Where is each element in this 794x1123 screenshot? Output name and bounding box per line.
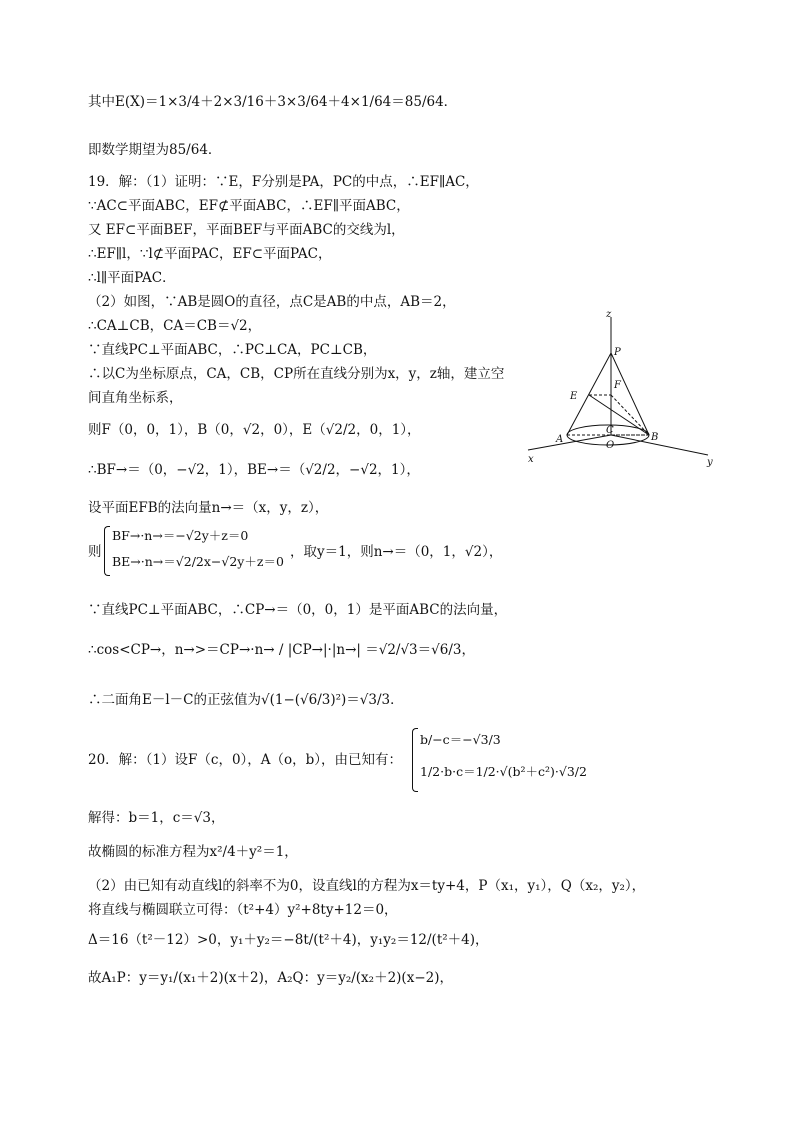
label-e: E [570,391,578,402]
text-line-6: ∴EF∥l，∵l⊄平面PAC，EF⊂平面PAC， [88,246,332,262]
label-a: A [556,434,564,445]
text-line-14: ∴BF→＝（0，−√2，1），BE→＝（√2/2，−√2，1）， [88,462,420,478]
text-line-1: 其中E(X)＝1×3/4＋2×3/16＋3×3/64＋4×1/64＝85/64． [88,94,458,110]
y-axis [611,435,708,455]
text-line-9: ∴CA⊥CB，CA＝CB＝√2， [88,318,262,334]
text-line-23: （2）由已知有动直线l的斜率不为0，设直线l的方程为x＝ty+4，P（x₁，y₁），Q（x₂，y₂）， [88,878,646,894]
text-line-7: ∴l∥平面PAC． [88,270,176,286]
cone-figure [520,305,730,470]
text-line-15: 设平面EFB的法向量n→＝（x，y，z）， [88,500,329,516]
label-z: z [606,309,612,320]
text-line-19: ∴二面角E－l－C的正弦值为√(1−(√6/3)²)＝√3/3． [88,692,404,708]
label-y: y [707,457,713,468]
label-b: B [651,432,659,443]
x-axis [528,435,611,450]
edge-fb [611,395,649,435]
equation-be-n: BE→·n→＝√2/2x−√2y＋z＝0 [112,554,284,569]
text-line-2: 即数学期望为85/64． [88,142,222,158]
equation-20-1: b/−c＝−√3/3 [420,732,501,747]
text-line-16-suffix: ，取y＝1，则n→＝（0，1，√2）， [290,544,503,560]
text-line-18: ∴cos<CP→，n→>＝CP→·n→ / |CP→|·|n→| ＝√2/√3＝√6/3， [88,642,475,658]
text-line-17: ∵直线PC⊥平面ABC，∴CP→＝（0，0，1）是平面ABC的法向量， [88,602,508,618]
text-line-3: 19．解：（1）证明：∵E，F分别是PA，PC的中点，∴EF∥AC， [88,174,479,190]
equation-bf-n: BF→·n→＝−√2y＋z＝0 [112,528,249,543]
text-line-25: Δ＝16（t²－12）>0，y₁＋y₂＝−8t/(t²＋4)，y₁y₂＝12/(t²＋4)， [88,932,489,948]
label-f: F [614,380,621,391]
text-line-11: ∴以C为坐标原点，CA，CB，CP所在直线分别为x，y，z轴，建立空 [88,366,505,382]
text-line-21: 解得：b＝1，c＝√3， [88,810,225,826]
left-brace-20 [412,728,418,792]
text-line-26: 故A₁P：y＝y₁/(x₁＋2)(x＋2)，A₂Q：y＝y₂/(x₂＋2)(x−2)， [88,970,453,986]
label-x: x [528,454,534,465]
text-line-4: ∵AC⊂平面ABC，EF⊄平面ABC，∴EF∥平面ABC， [88,198,410,214]
text-line-10: ∵直线PC⊥平面ABC，∴PC⊥CA，PC⊥CB， [88,342,377,358]
text-line-13: 则F（0，0，1），B（0，√2，0），E（√2/2，0，1）， [88,422,421,438]
label-c: C [606,425,614,436]
text-line-5: 又 EF⊂平面BEF，平面BEF与平面ABC的交线为l， [88,222,405,238]
text-line-20: 20．解：（1）设F（c，0），A（o，b），由已知有： [88,752,403,768]
text-line-16-prefix: 则 [88,544,102,560]
text-line-24: 将直线与椭圆联立可得：（t²+4）y²+8ty+12＝0， [88,902,398,918]
text-line-12: 间直角坐标系， [88,390,183,406]
text-line-22: 故椭圆的标准方程为x²/4＋y²＝1， [88,844,298,860]
label-p: P [614,347,621,358]
equation-20-2: 1/2·b·c＝1/2·√(b²＋c²)·√3/2 [420,764,587,779]
label-o: O [606,440,615,451]
text-line-8: （2）如图，∵AB是圆O的直径，点C是AB的中点，AB＝2， [88,294,456,310]
left-brace [104,526,110,576]
